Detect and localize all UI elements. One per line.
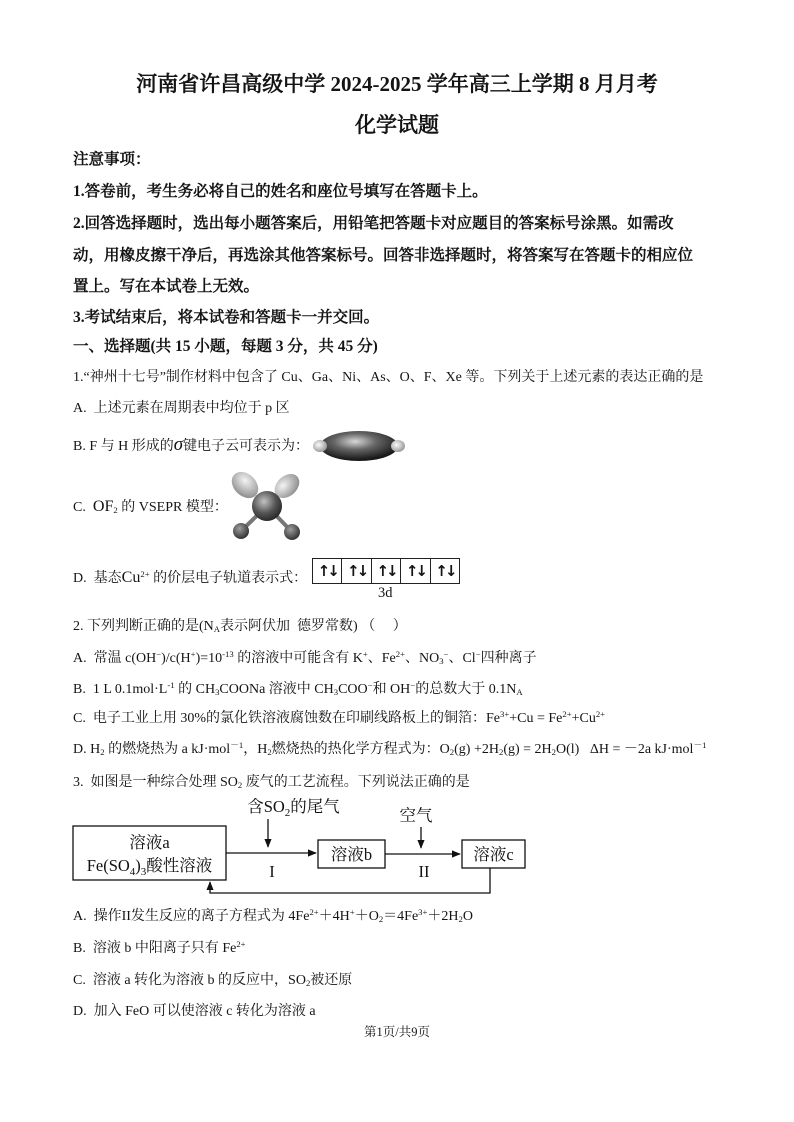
text-run: ＋4H <box>318 909 350 924</box>
subscript: 2 <box>458 914 463 925</box>
orbital-box: ↑↓ <box>342 559 371 583</box>
exam-title: 河南省许昌高级中学 2024-2025 学年高三上学期 8 月月考 <box>136 72 658 96</box>
solution-c-label: 溶液c <box>473 845 514 864</box>
superscript: 2+ <box>140 569 150 580</box>
text-run: Cu <box>121 569 141 586</box>
question-1-option-b <box>73 434 310 456</box>
superscript: 3+ <box>418 907 428 918</box>
cu2-3d-orbital-diagram <box>312 558 460 584</box>
question-3-option-b <box>73 941 246 958</box>
text-run: 、Cl <box>448 651 476 666</box>
text-run: 废气的工艺流程。下列说法正确的是 <box>242 775 470 790</box>
text-run: 四种离子 <box>480 651 537 666</box>
superscript: − <box>475 649 481 660</box>
subscript: A <box>213 624 221 635</box>
text-run: A. 操作II发生反应的离子方程式为 4Fe <box>73 909 310 924</box>
subscript: 3 <box>439 656 444 667</box>
text-run: C. <box>73 500 93 515</box>
subscript: 3 <box>333 687 339 698</box>
text-run: (g) +2H <box>454 742 499 757</box>
text-run: A. 上述元素在周期表中均位于 p 区 <box>73 401 290 416</box>
text-run: C. 溶液 a 转化为溶液 b 的反应中，SO <box>73 973 306 988</box>
electron-cloud <box>320 431 398 461</box>
orbital-box: ↑↓ <box>401 559 430 583</box>
question-2-option-a <box>73 651 537 668</box>
text-run: σ <box>173 434 184 455</box>
air-label: 空气 <box>399 806 433 825</box>
text-run: ) <box>135 856 141 875</box>
text-run: 、Fe <box>367 651 396 666</box>
superscript: − <box>410 680 416 691</box>
text-run: O(l) ΔH = －2a kJ·mol <box>556 742 694 757</box>
text-run: 1.“神州十七号”制作材料中包含了 Cu、Ga、Ni、As、O、F、Xe 等。下列关于上述元素的表达正确的是 <box>73 370 704 385</box>
notice-heading: 注意事项： <box>73 151 151 168</box>
subscript: 2 <box>113 505 118 516</box>
question-2-option-b <box>73 682 523 699</box>
text-run: O <box>462 909 473 924</box>
text-run: +Cu <box>571 711 596 726</box>
solution-a-formula <box>87 856 213 878</box>
superscript: − <box>443 649 449 660</box>
subscript: 4 <box>129 866 136 878</box>
text-run: D. 基态 <box>73 571 122 586</box>
bonded-atom <box>233 523 249 539</box>
subscript: 2 <box>267 747 272 758</box>
subject-title: 化学试题 <box>355 113 439 137</box>
superscript: + <box>190 649 196 660</box>
text-run: 被还原 <box>310 973 353 988</box>
superscript: 2+ <box>595 709 606 720</box>
text-run: 和 OH <box>372 682 411 697</box>
text-run: COO <box>338 682 368 697</box>
question-2-option-c <box>73 711 605 728</box>
subscript: 3 <box>140 866 147 878</box>
notice-line: 2.回答选择题时，选出每小题答案后，用铅笔把答题卡对应题目的答案标号涂黑。如需改 <box>73 215 674 232</box>
notice-line: 置上。写在本试卷上无效。 <box>73 278 260 295</box>
subscript: 2 <box>100 747 105 758</box>
orbital-box: ↑↓ <box>313 559 342 583</box>
orbital-box: ↑↓ <box>372 559 401 583</box>
text-run: 、NO <box>404 651 440 666</box>
superscript: − <box>156 649 162 660</box>
subscript: 2 <box>237 780 243 791</box>
recycle-arrow <box>210 868 490 893</box>
question-1-option-d <box>73 571 307 588</box>
superscript: 2+ <box>309 907 319 918</box>
text-run: ＝4Fe <box>383 909 419 924</box>
superscript: 2+ <box>236 939 246 950</box>
text-run: 酸性溶液 <box>146 856 213 875</box>
text-run: 的溶液中可能含有 K <box>233 651 363 666</box>
text-run: 的燃烧热为 a kJ·mol <box>104 742 231 757</box>
superscript: + <box>362 649 368 660</box>
subscript: 3 <box>215 687 220 698</box>
question-2-stem <box>73 619 407 636</box>
text-run: ，H <box>243 742 268 757</box>
orbital-box: ↑↓ <box>435 562 455 580</box>
superscript: 3+ <box>500 709 510 720</box>
subscript: 2 <box>498 747 504 758</box>
question-1-option-c <box>73 500 228 517</box>
text-run: ＋2H <box>427 909 459 924</box>
superscript: -13 <box>222 649 234 660</box>
text-run: )=10 <box>195 651 223 666</box>
orbital-label: 3d <box>378 585 393 601</box>
question-3-stem <box>73 775 470 792</box>
text-run: B. 溶液 b 中阳离子只有 Fe <box>73 941 237 956</box>
step-1-label: I <box>269 862 275 881</box>
text-run: 2. 下列判断正确的是(N <box>73 619 214 634</box>
text-run: D. 加入 FeO 可以使溶液 c 转化为溶液 a <box>73 1004 316 1019</box>
notice-line: 1.答卷前，考生务必将自己的姓名和座位号填写在答题卡上。 <box>73 183 488 200</box>
subscript: 2 <box>284 807 291 819</box>
text-run: A. 常温 c(OH <box>73 651 157 666</box>
cloud-end-cap <box>313 440 327 452</box>
subscript: A <box>516 687 523 698</box>
sigma-bond-electron-cloud-image <box>312 429 406 463</box>
solution-b-label: 溶液b <box>330 845 373 864</box>
text-run: 键电子云可表示为： <box>183 439 310 454</box>
superscript: − <box>367 680 373 691</box>
superscript: -1 <box>167 680 175 691</box>
section-heading: 一、选择题(共 15 小题，每题 3 分，共 45 分) <box>73 338 378 355</box>
text-run: 的 VSEPR 模型： <box>117 500 228 515</box>
superscript: + <box>349 907 355 918</box>
step-2-label: II <box>418 862 430 881</box>
question-3-option-c <box>73 973 352 990</box>
superscript: 2+ <box>395 649 405 660</box>
text-run: B. F 与 H 形成的 <box>73 439 174 454</box>
text-run: 的总数大于 0.1N <box>415 682 517 697</box>
text-run: )/c(H <box>161 651 191 666</box>
text-run: C. 电子工业上用 30%的氯化铁溶液腐蚀数在印刷线路板上的铜箔：Fe <box>73 711 500 726</box>
text-run: Fe(SO <box>86 856 130 875</box>
text-run: 含SO <box>247 797 285 816</box>
text-run: 3. 如图是一种综合处理 SO <box>73 775 238 790</box>
of2-vsepr-model-image <box>225 470 307 548</box>
superscript: －1 <box>230 740 244 751</box>
question-1-option-a <box>73 401 290 418</box>
cloud-end-cap <box>391 440 405 452</box>
text-run: 的价层电子轨道表示式： <box>149 571 308 586</box>
solution-a-label: 溶液a <box>129 833 170 852</box>
text-run: 燃烧热的热化学方程式为：O <box>271 742 450 757</box>
subscript: 2 <box>305 978 311 989</box>
question-3-option-d <box>73 1004 316 1021</box>
question-1-stem <box>73 370 703 387</box>
text-run: 的尾气 <box>290 797 340 816</box>
text-run: COONa 溶液中 CH <box>219 682 334 697</box>
question-2-option-d <box>73 742 706 759</box>
subscript: 2 <box>449 747 455 758</box>
so2-process-flow-diagram <box>60 795 560 901</box>
text-run: +Cu = Fe <box>509 711 563 726</box>
notice-line: 动，用橡皮擦干净后，再选涂其他答案标号。回答非选择题时，将答案写在答题卡的相应位 <box>73 247 694 264</box>
text-run: (g) = 2H <box>503 742 552 757</box>
text-run: 的 CH <box>174 682 216 697</box>
superscript: 2+ <box>562 709 572 720</box>
superscript: －1 <box>693 740 707 751</box>
notice-line: 3.考试结束后，将本试卷和答题卡一并交回。 <box>73 309 380 326</box>
text-run: ＋O <box>354 909 379 924</box>
central-atom <box>252 491 282 521</box>
subscript: 2 <box>551 747 557 758</box>
text-run: 表示阿伏加 德罗常数) （ ） <box>220 619 407 634</box>
question-3-option-a <box>73 909 473 926</box>
tail-gas-label <box>247 797 340 819</box>
bonded-atom <box>284 524 300 540</box>
page-number: 第1页/共9页 <box>364 1025 430 1039</box>
text-run: OF <box>92 498 114 515</box>
subscript: 2 <box>378 914 384 925</box>
text-run: B. 1 L 0.1mol·L <box>73 682 168 697</box>
text-run: D. H <box>73 742 101 757</box>
